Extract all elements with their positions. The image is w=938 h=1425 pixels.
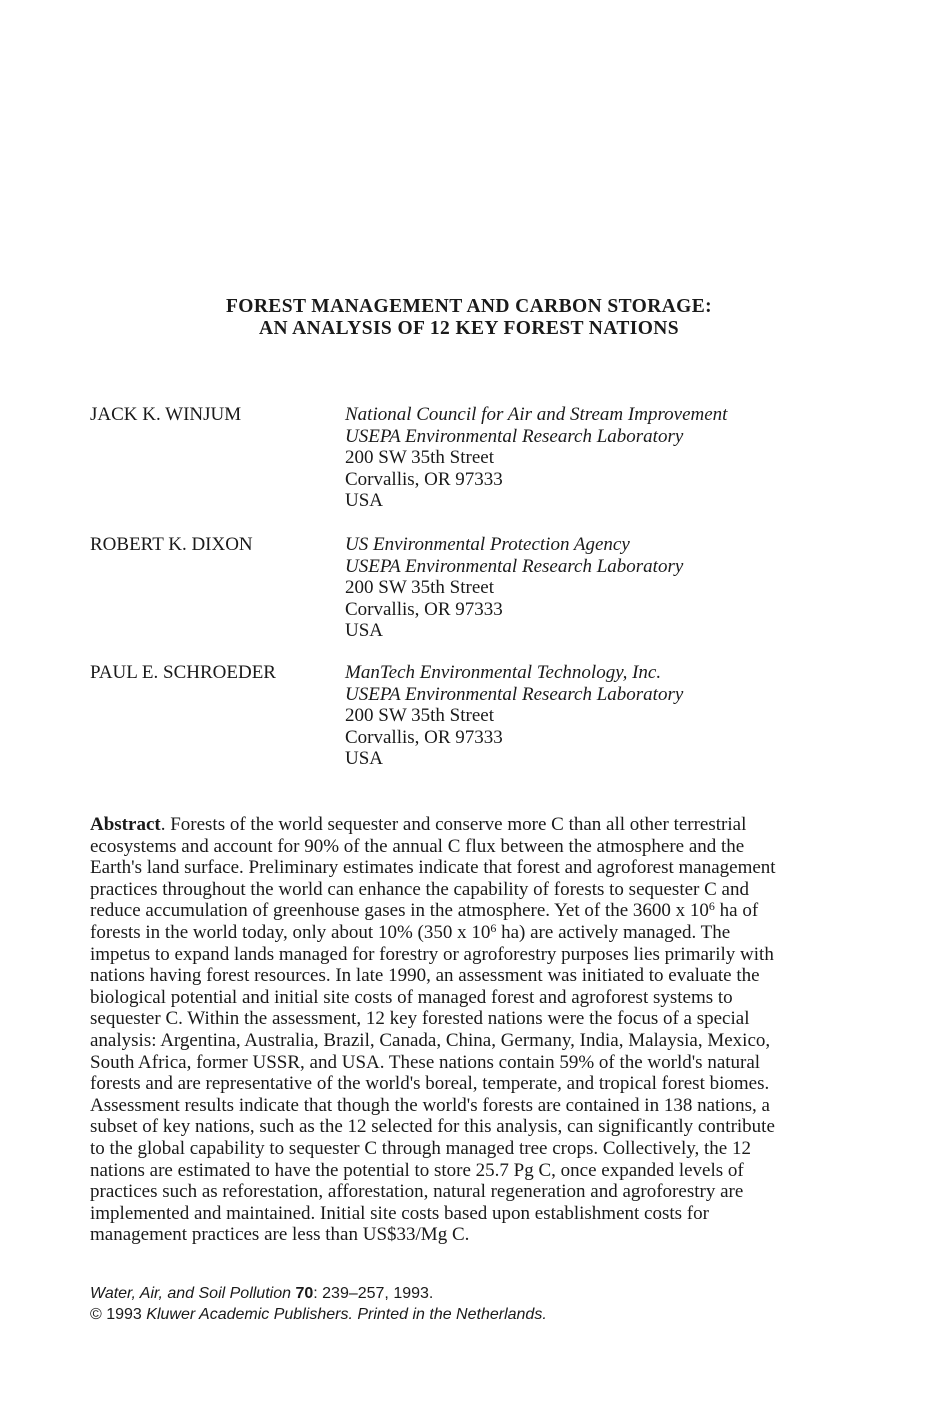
author-name: PAUL E. SCHROEDER	[90, 662, 276, 683]
author-affiliation	[345, 404, 727, 512]
abstract-line: to the global capability to sequester C through managed tree crops. Collectively, the 12	[90, 1137, 751, 1159]
abstract-line: subset of key nations, such as the 12 selected for this analysis, can significantly contribute	[90, 1116, 775, 1138]
abstract-line: South Africa, former USSR, and USA. These nations contain 59% of the world's natural	[90, 1051, 761, 1073]
affiliation-country: USA	[345, 490, 384, 512]
author-name: JACK K. WINJUM	[90, 404, 242, 425]
abstract-line: analysis: Argentina, Australia, Brazil, Canada, China, Germany, India, Malaysia, Mexico,	[90, 1029, 771, 1051]
affiliation-city: Corvallis, OR 97333	[345, 726, 503, 748]
journal-name: Water, Air, and Soil Pollution	[90, 1285, 291, 1302]
abstract-line: practices such as reforestation, afforestation, natural regeneration and agroforestry are	[90, 1181, 744, 1203]
affiliation-country: USA	[345, 620, 384, 642]
abstract-line: forests and are representative of the world's boreal, temperate, and tropical forest biomes.	[90, 1073, 770, 1095]
affiliation-country: USA	[345, 748, 384, 770]
paper-title	[0, 296, 938, 340]
affiliation-org: National Council for Air and Stream Improvement	[345, 404, 728, 425]
abstract-line: practices throughout the world can enhance the capability of forests to sequester C and	[90, 878, 749, 900]
abstract-line: nations are estimated to have the potential to store 25.7 Pg C, once expanded levels of	[90, 1159, 744, 1181]
abstract-line: Assessment results indicate that though the world's forests are contained in 138 nations, a	[90, 1094, 770, 1116]
affiliation-street: 200 SW 35th Street	[345, 447, 495, 469]
abstract-line: forests in the world today, only about 10% (350 x $10^6$ ha) are actively managed. The	[90, 920, 731, 943]
abstract-line: ecosystems and account for 90% of the annual C flux between the atmosphere and the	[90, 835, 745, 857]
title-line-1: FOREST MANAGEMENT AND CARBON STORAGE:	[225, 296, 713, 317]
copyright-line	[90, 1304, 547, 1325]
abstract-line: biological potential and initial site costs of managed forest and agroforest systems to	[90, 986, 733, 1008]
affiliation-lab: USEPA Environmental Research Laboratory	[345, 425, 684, 447]
author-affiliation	[345, 534, 683, 642]
affiliation-street: 200 SW 35th Street	[345, 705, 495, 727]
superscript: 6	[490, 920, 497, 935]
journal-citation	[90, 1283, 547, 1304]
publisher: Kluwer Academic Publishers. Printed in the Netherlands.	[146, 1306, 547, 1323]
abstract	[90, 814, 860, 1246]
abstract-label: Abstract	[90, 814, 161, 835]
copyright-year: © 1993	[90, 1306, 147, 1323]
abstract-line: Abstract. Forests of the world sequester and conserve more C than all other terrestrial	[90, 814, 747, 835]
abstract-line: impetus to expand lands managed for forestry or agroforestry purposes lies primarily with	[90, 943, 774, 965]
abstract-line: management practices are less than US$33/Mg C.	[90, 1224, 470, 1246]
abstract-line: Earth's land surface. Preliminary estimates indicate that forest and agroforest management	[90, 857, 776, 879]
title-line-2: AN ANALYSIS OF 12 KEY FOREST NATIONS	[258, 318, 680, 339]
abstract-line: reduce accumulation of greenhouse gases in the atmosphere. Yet of the 3600 x $10^6$ ha of	[90, 899, 759, 922]
affiliation-lab: USEPA Environmental Research Laboratory	[345, 555, 684, 577]
author-affiliation	[345, 662, 683, 770]
abstract-line: nations having forest resources. In late 1990, an assessment was initiated to evaluate the	[90, 965, 760, 987]
affiliation-street: 200 SW 35th Street	[345, 577, 495, 599]
affiliation-org: ManTech Environmental Technology, Inc.	[345, 662, 662, 683]
journal-pages: : 239–257, 1993.	[313, 1285, 434, 1302]
affiliation-city: Corvallis, OR 97333	[345, 468, 503, 490]
abstract-line: implemented and maintained. Initial site costs based upon establishment costs for	[90, 1202, 709, 1224]
affiliation-city: Corvallis, OR 97333	[345, 598, 503, 620]
affiliation-lab: USEPA Environmental Research Laboratory	[345, 683, 684, 705]
superscript: 6	[708, 899, 715, 914]
journal-volume: 70	[295, 1285, 314, 1302]
citation-footer	[90, 1283, 547, 1325]
abstract-line: sequester C. Within the assessment, 12 key forested nations were the focus of a special	[90, 1008, 750, 1030]
author-name: ROBERT K. DIXON	[90, 534, 253, 555]
affiliation-org: US Environmental Protection Agency	[345, 534, 630, 555]
